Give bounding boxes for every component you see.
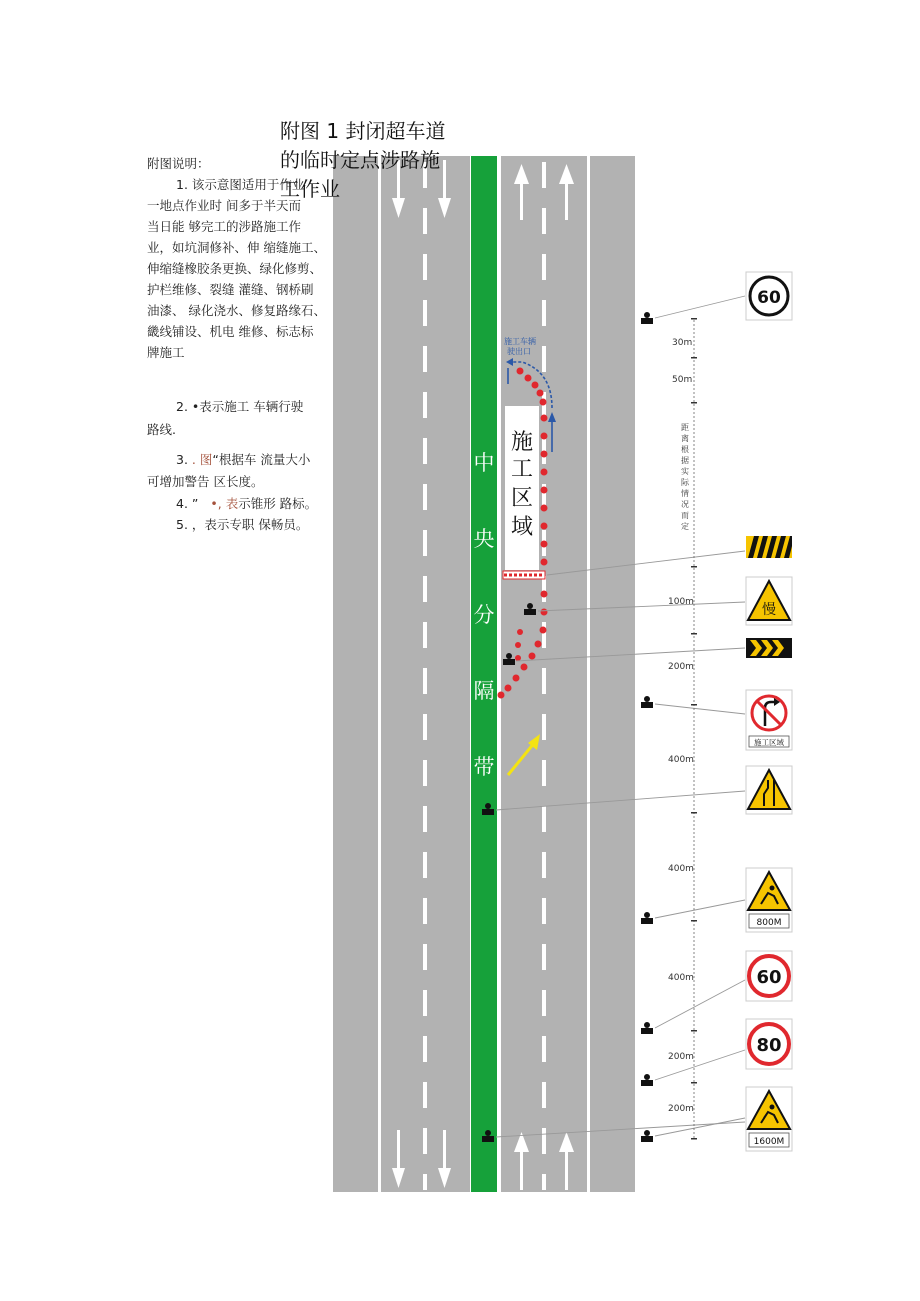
exit-label: 施工车辆 xyxy=(504,337,536,346)
svg-text:情: 情 xyxy=(681,489,689,498)
road-works-1600-sign-icon xyxy=(746,1087,792,1151)
svg-text:距: 距 xyxy=(681,423,689,432)
note-4: 4. ” •, 表示锥形 路标。 xyxy=(176,496,318,511)
work-zone-char: 区 xyxy=(510,486,534,511)
barrier-board-icon xyxy=(746,536,792,558)
note-5: 5. ，表示专职 保畅员。 xyxy=(176,517,309,532)
work-zone-char: 施 xyxy=(510,430,534,455)
distance-label: 200m xyxy=(668,1104,694,1114)
svg-text:60: 60 xyxy=(757,288,781,308)
svg-text:根: 根 xyxy=(681,445,689,454)
work-zone-char: 工 xyxy=(510,457,534,482)
svg-text:慢: 慢 xyxy=(762,602,776,618)
svg-text:80: 80 xyxy=(756,1035,782,1056)
svg-text:1600M: 1600M xyxy=(753,1137,785,1147)
speed-limit-80-sign-icon xyxy=(746,1019,792,1069)
svg-text:60: 60 xyxy=(756,967,782,988)
median-char: 分 xyxy=(473,603,495,627)
svg-text:际: 际 xyxy=(681,478,689,487)
svg-text:况: 况 xyxy=(681,500,689,509)
svg-text:据: 据 xyxy=(681,456,689,465)
distance-label: 100m xyxy=(668,597,694,607)
notes-heading: 附图说明： xyxy=(147,156,210,171)
work-zone-prohibition-sign-icon xyxy=(746,690,792,750)
svg-text:离: 离 xyxy=(681,434,689,443)
figure-title: 附图 1 封闭超车道 的临时定点涉路施 工作业 xyxy=(280,119,446,199)
svg-text:而: 而 xyxy=(681,511,689,520)
median-char: 中 xyxy=(473,451,495,475)
road-works-sign-icon xyxy=(746,868,792,932)
svg-text:800M: 800M xyxy=(756,918,782,928)
note-3: 3. . 图“根据车 流量大小 xyxy=(176,452,311,467)
speed-limit-sign-icon xyxy=(746,272,792,320)
distance-label: 200m xyxy=(668,1052,694,1062)
median-char: 央 xyxy=(473,527,495,551)
median-char: 带 xyxy=(473,755,495,779)
note-3-cont: 可增加警告 区长度。 xyxy=(147,474,264,489)
work-zone-char: 域 xyxy=(510,515,534,540)
distance-label: 400m xyxy=(668,973,694,983)
distance-label: 200m xyxy=(668,662,694,672)
distance-label: 400m xyxy=(668,755,694,765)
chevron-board-icon xyxy=(746,638,792,658)
lane-narrows-sign-icon xyxy=(746,766,792,814)
svg-text:定: 定 xyxy=(681,522,689,531)
speed-limit-60-sign-icon xyxy=(746,951,792,1001)
central-median xyxy=(471,156,497,1192)
left-shoulder xyxy=(333,156,378,1192)
svg-text:施工区域: 施工区域 xyxy=(754,738,784,747)
median-char: 隔 xyxy=(473,679,495,703)
svg-text:实: 实 xyxy=(681,467,689,476)
distance-label: 50m xyxy=(672,375,693,385)
exit-label: 驶出口 xyxy=(507,347,531,356)
distance-label: 30m xyxy=(672,338,693,348)
distance-label: 400m xyxy=(668,864,694,874)
right-shoulder xyxy=(590,156,635,1192)
slow-sign-icon xyxy=(746,577,792,625)
